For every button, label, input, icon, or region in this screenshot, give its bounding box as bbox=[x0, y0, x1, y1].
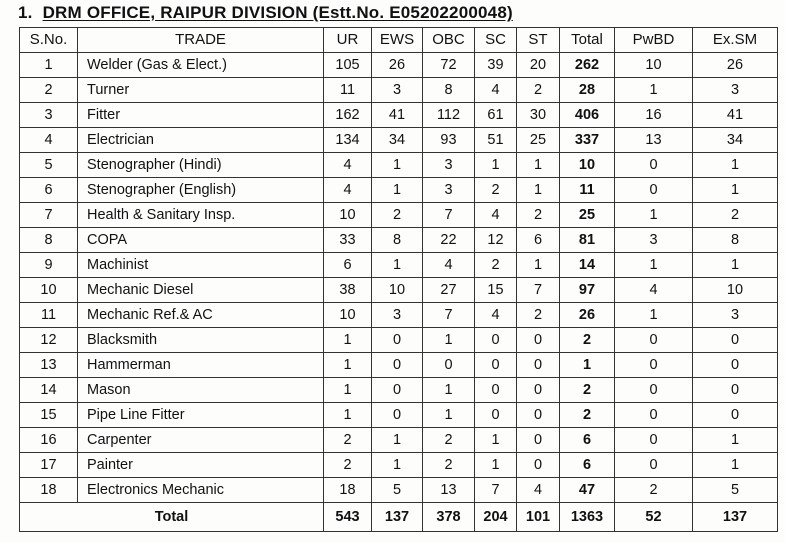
pwbd-cell: 13 bbox=[615, 128, 693, 153]
sno-cell: 3 bbox=[20, 103, 78, 128]
table-row bbox=[20, 178, 778, 203]
total-cell: 14 bbox=[560, 253, 615, 278]
trade-cell: Machinist bbox=[78, 253, 324, 278]
column-header-pwbd: PwBD bbox=[615, 28, 693, 53]
ur-cell: 134 bbox=[324, 128, 372, 153]
trade-cell: Electrician bbox=[78, 128, 324, 153]
ur-cell: 6 bbox=[324, 253, 372, 278]
exsm-cell: 10 bbox=[693, 278, 778, 303]
pwbd-cell: 16 bbox=[615, 103, 693, 128]
ur-cell: 4 bbox=[324, 178, 372, 203]
obc-cell: 27 bbox=[423, 278, 475, 303]
section-title: DRM OFFICE, RAIPUR DIVISION (Estt.No. E05202200048) bbox=[42, 3, 513, 22]
st-cell: 2 bbox=[517, 203, 560, 228]
total-cell: 204 bbox=[475, 503, 517, 532]
sno-cell: 8 bbox=[20, 228, 78, 253]
total-cell: 101 bbox=[517, 503, 560, 532]
table-row bbox=[20, 378, 778, 403]
obc-cell: 7 bbox=[423, 303, 475, 328]
ews-cell: 3 bbox=[372, 78, 423, 103]
total-cell: 2 bbox=[560, 378, 615, 403]
total-cell: 97 bbox=[560, 278, 615, 303]
column-header-trade: TRADE bbox=[78, 28, 324, 53]
ews-cell: 26 bbox=[372, 53, 423, 78]
exsm-cell: 3 bbox=[693, 303, 778, 328]
ur-cell: 1 bbox=[324, 353, 372, 378]
total-cell: 337 bbox=[560, 128, 615, 153]
sno-cell: 1 bbox=[20, 53, 78, 78]
table-row bbox=[20, 78, 778, 103]
ews-cell: 1 bbox=[372, 178, 423, 203]
sc-cell: 51 bbox=[475, 128, 517, 153]
st-cell: 0 bbox=[517, 453, 560, 478]
ews-cell: 2 bbox=[372, 203, 423, 228]
column-header-sno: S.No. bbox=[20, 28, 78, 53]
exsm-cell: 0 bbox=[693, 328, 778, 353]
exsm-cell: 0 bbox=[693, 353, 778, 378]
sc-cell: 0 bbox=[475, 353, 517, 378]
obc-cell: 3 bbox=[423, 178, 475, 203]
sno-cell: 4 bbox=[20, 128, 78, 153]
total-cell: 378 bbox=[423, 503, 475, 532]
table-row bbox=[20, 428, 778, 453]
sno-cell: 10 bbox=[20, 278, 78, 303]
trade-cell: Hammerman bbox=[78, 353, 324, 378]
total-cell: 2 bbox=[560, 328, 615, 353]
obc-cell: 3 bbox=[423, 153, 475, 178]
sno-cell: 16 bbox=[20, 428, 78, 453]
column-header-obc: OBC bbox=[423, 28, 475, 53]
pwbd-cell: 3 bbox=[615, 228, 693, 253]
st-cell: 20 bbox=[517, 53, 560, 78]
total-cell: 543 bbox=[324, 503, 372, 532]
total-cell: 137 bbox=[372, 503, 423, 532]
trade-cell: Mechanic Ref.& AC bbox=[78, 303, 324, 328]
table-header-row bbox=[20, 28, 778, 53]
ur-cell: 162 bbox=[324, 103, 372, 128]
table-row bbox=[20, 153, 778, 178]
sno-cell: 15 bbox=[20, 403, 78, 428]
total-label: Total bbox=[20, 503, 324, 532]
sc-cell: 4 bbox=[475, 203, 517, 228]
exsm-cell: 1 bbox=[693, 153, 778, 178]
ur-cell: 1 bbox=[324, 328, 372, 353]
sno-cell: 2 bbox=[20, 78, 78, 103]
sc-cell: 4 bbox=[475, 78, 517, 103]
total-cell: 406 bbox=[560, 103, 615, 128]
ur-cell: 11 bbox=[324, 78, 372, 103]
exsm-cell: 0 bbox=[693, 378, 778, 403]
trade-cell: Blacksmith bbox=[78, 328, 324, 353]
exsm-cell: 1 bbox=[693, 453, 778, 478]
ur-cell: 105 bbox=[324, 53, 372, 78]
pwbd-cell: 1 bbox=[615, 253, 693, 278]
vacancy-table bbox=[19, 27, 778, 532]
total-cell: 1363 bbox=[560, 503, 615, 532]
st-cell: 0 bbox=[517, 353, 560, 378]
obc-cell: 4 bbox=[423, 253, 475, 278]
pwbd-cell: 2 bbox=[615, 478, 693, 503]
column-header-ur: UR bbox=[324, 28, 372, 53]
exsm-cell: 1 bbox=[693, 428, 778, 453]
sno-cell: 11 bbox=[20, 303, 78, 328]
table-row bbox=[20, 303, 778, 328]
sc-cell: 1 bbox=[475, 153, 517, 178]
ur-cell: 2 bbox=[324, 428, 372, 453]
total-cell: 6 bbox=[560, 428, 615, 453]
total-cell: 6 bbox=[560, 453, 615, 478]
table-row bbox=[20, 53, 778, 78]
sc-cell: 1 bbox=[475, 453, 517, 478]
ews-cell: 0 bbox=[372, 403, 423, 428]
table-row bbox=[20, 353, 778, 378]
st-cell: 0 bbox=[517, 428, 560, 453]
column-header-exsm: Ex.SM bbox=[693, 28, 778, 53]
pwbd-cell: 0 bbox=[615, 428, 693, 453]
pwbd-cell: 1 bbox=[615, 303, 693, 328]
pwbd-cell: 0 bbox=[615, 378, 693, 403]
column-header-sc: SC bbox=[475, 28, 517, 53]
ews-cell: 1 bbox=[372, 453, 423, 478]
column-header-ews: EWS bbox=[372, 28, 423, 53]
total-cell: 81 bbox=[560, 228, 615, 253]
total-cell: 2 bbox=[560, 403, 615, 428]
obc-cell: 1 bbox=[423, 403, 475, 428]
obc-cell: 0 bbox=[423, 353, 475, 378]
exsm-cell: 1 bbox=[693, 253, 778, 278]
st-cell: 1 bbox=[517, 153, 560, 178]
sno-cell: 6 bbox=[20, 178, 78, 203]
total-cell: 11 bbox=[560, 178, 615, 203]
obc-cell: 1 bbox=[423, 378, 475, 403]
ur-cell: 4 bbox=[324, 153, 372, 178]
st-cell: 0 bbox=[517, 328, 560, 353]
total-cell: 52 bbox=[615, 503, 693, 532]
st-cell: 7 bbox=[517, 278, 560, 303]
total-cell: 137 bbox=[693, 503, 778, 532]
sc-cell: 2 bbox=[475, 253, 517, 278]
st-cell: 30 bbox=[517, 103, 560, 128]
ur-cell: 10 bbox=[324, 303, 372, 328]
ews-cell: 0 bbox=[372, 328, 423, 353]
trade-cell: Health & Sanitary Insp. bbox=[78, 203, 324, 228]
sno-cell: 7 bbox=[20, 203, 78, 228]
sc-cell: 12 bbox=[475, 228, 517, 253]
trade-cell: Fitter bbox=[78, 103, 324, 128]
ur-cell: 1 bbox=[324, 403, 372, 428]
exsm-cell: 34 bbox=[693, 128, 778, 153]
trade-cell: Painter bbox=[78, 453, 324, 478]
total-row bbox=[20, 503, 778, 532]
st-cell: 0 bbox=[517, 403, 560, 428]
total-cell: 26 bbox=[560, 303, 615, 328]
ur-cell: 2 bbox=[324, 453, 372, 478]
total-cell: 1 bbox=[560, 353, 615, 378]
ews-cell: 1 bbox=[372, 428, 423, 453]
st-cell: 6 bbox=[517, 228, 560, 253]
sno-cell: 14 bbox=[20, 378, 78, 403]
pwbd-cell: 0 bbox=[615, 178, 693, 203]
trade-cell: Turner bbox=[78, 78, 324, 103]
ews-cell: 41 bbox=[372, 103, 423, 128]
table-row bbox=[20, 403, 778, 428]
exsm-cell: 8 bbox=[693, 228, 778, 253]
st-cell: 1 bbox=[517, 178, 560, 203]
sc-cell: 7 bbox=[475, 478, 517, 503]
pwbd-cell: 10 bbox=[615, 53, 693, 78]
table-row bbox=[20, 103, 778, 128]
table-row bbox=[20, 478, 778, 503]
table-row bbox=[20, 203, 778, 228]
sno-cell: 18 bbox=[20, 478, 78, 503]
sc-cell: 0 bbox=[475, 328, 517, 353]
obc-cell: 72 bbox=[423, 53, 475, 78]
ews-cell: 1 bbox=[372, 153, 423, 178]
trade-cell: Stenographer (Hindi) bbox=[78, 153, 324, 178]
obc-cell: 2 bbox=[423, 428, 475, 453]
trade-cell: Stenographer (English) bbox=[78, 178, 324, 203]
trade-cell: Carpenter bbox=[78, 428, 324, 453]
ews-cell: 3 bbox=[372, 303, 423, 328]
column-header-st: ST bbox=[517, 28, 560, 53]
ur-cell: 1 bbox=[324, 378, 372, 403]
table-row bbox=[20, 453, 778, 478]
ur-cell: 33 bbox=[324, 228, 372, 253]
st-cell: 25 bbox=[517, 128, 560, 153]
ews-cell: 0 bbox=[372, 353, 423, 378]
pwbd-cell: 0 bbox=[615, 403, 693, 428]
table-row bbox=[20, 228, 778, 253]
pwbd-cell: 1 bbox=[615, 203, 693, 228]
total-cell: 47 bbox=[560, 478, 615, 503]
obc-cell: 93 bbox=[423, 128, 475, 153]
ur-cell: 38 bbox=[324, 278, 372, 303]
exsm-cell: 26 bbox=[693, 53, 778, 78]
st-cell: 1 bbox=[517, 253, 560, 278]
section-heading bbox=[18, 3, 513, 23]
exsm-cell: 2 bbox=[693, 203, 778, 228]
ur-cell: 18 bbox=[324, 478, 372, 503]
section-number: 1. bbox=[18, 3, 33, 22]
obc-cell: 22 bbox=[423, 228, 475, 253]
sno-cell: 13 bbox=[20, 353, 78, 378]
trade-cell: Pipe Line Fitter bbox=[78, 403, 324, 428]
table-body bbox=[20, 53, 778, 503]
st-cell: 2 bbox=[517, 303, 560, 328]
pwbd-cell: 0 bbox=[615, 453, 693, 478]
sc-cell: 1 bbox=[475, 428, 517, 453]
sc-cell: 15 bbox=[475, 278, 517, 303]
obc-cell: 2 bbox=[423, 453, 475, 478]
ews-cell: 8 bbox=[372, 228, 423, 253]
pwbd-cell: 0 bbox=[615, 153, 693, 178]
exsm-cell: 5 bbox=[693, 478, 778, 503]
sc-cell: 39 bbox=[475, 53, 517, 78]
obc-cell: 7 bbox=[423, 203, 475, 228]
ews-cell: 0 bbox=[372, 378, 423, 403]
pwbd-cell: 0 bbox=[615, 328, 693, 353]
pwbd-cell: 0 bbox=[615, 353, 693, 378]
ews-cell: 5 bbox=[372, 478, 423, 503]
sc-cell: 0 bbox=[475, 378, 517, 403]
obc-cell: 1 bbox=[423, 328, 475, 353]
exsm-cell: 3 bbox=[693, 78, 778, 103]
total-cell: 262 bbox=[560, 53, 615, 78]
trade-cell: Mechanic Diesel bbox=[78, 278, 324, 303]
sno-cell: 17 bbox=[20, 453, 78, 478]
pwbd-cell: 1 bbox=[615, 78, 693, 103]
table-row bbox=[20, 253, 778, 278]
trade-cell: Welder (Gas & Elect.) bbox=[78, 53, 324, 78]
st-cell: 0 bbox=[517, 378, 560, 403]
column-header-total: Total bbox=[560, 28, 615, 53]
trade-cell: Electronics Mechanic bbox=[78, 478, 324, 503]
exsm-cell: 1 bbox=[693, 178, 778, 203]
sno-cell: 5 bbox=[20, 153, 78, 178]
table-row bbox=[20, 128, 778, 153]
st-cell: 4 bbox=[517, 478, 560, 503]
exsm-cell: 0 bbox=[693, 403, 778, 428]
pwbd-cell: 4 bbox=[615, 278, 693, 303]
sc-cell: 2 bbox=[475, 178, 517, 203]
obc-cell: 112 bbox=[423, 103, 475, 128]
obc-cell: 8 bbox=[423, 78, 475, 103]
table-row bbox=[20, 328, 778, 353]
ews-cell: 10 bbox=[372, 278, 423, 303]
sc-cell: 4 bbox=[475, 303, 517, 328]
exsm-cell: 41 bbox=[693, 103, 778, 128]
sc-cell: 0 bbox=[475, 403, 517, 428]
total-cell: 10 bbox=[560, 153, 615, 178]
trade-cell: Mason bbox=[78, 378, 324, 403]
trade-cell: COPA bbox=[78, 228, 324, 253]
ews-cell: 34 bbox=[372, 128, 423, 153]
ur-cell: 10 bbox=[324, 203, 372, 228]
sc-cell: 61 bbox=[475, 103, 517, 128]
sno-cell: 12 bbox=[20, 328, 78, 353]
total-cell: 28 bbox=[560, 78, 615, 103]
sno-cell: 9 bbox=[20, 253, 78, 278]
obc-cell: 13 bbox=[423, 478, 475, 503]
table-row bbox=[20, 278, 778, 303]
total-cell: 25 bbox=[560, 203, 615, 228]
ews-cell: 1 bbox=[372, 253, 423, 278]
st-cell: 2 bbox=[517, 78, 560, 103]
